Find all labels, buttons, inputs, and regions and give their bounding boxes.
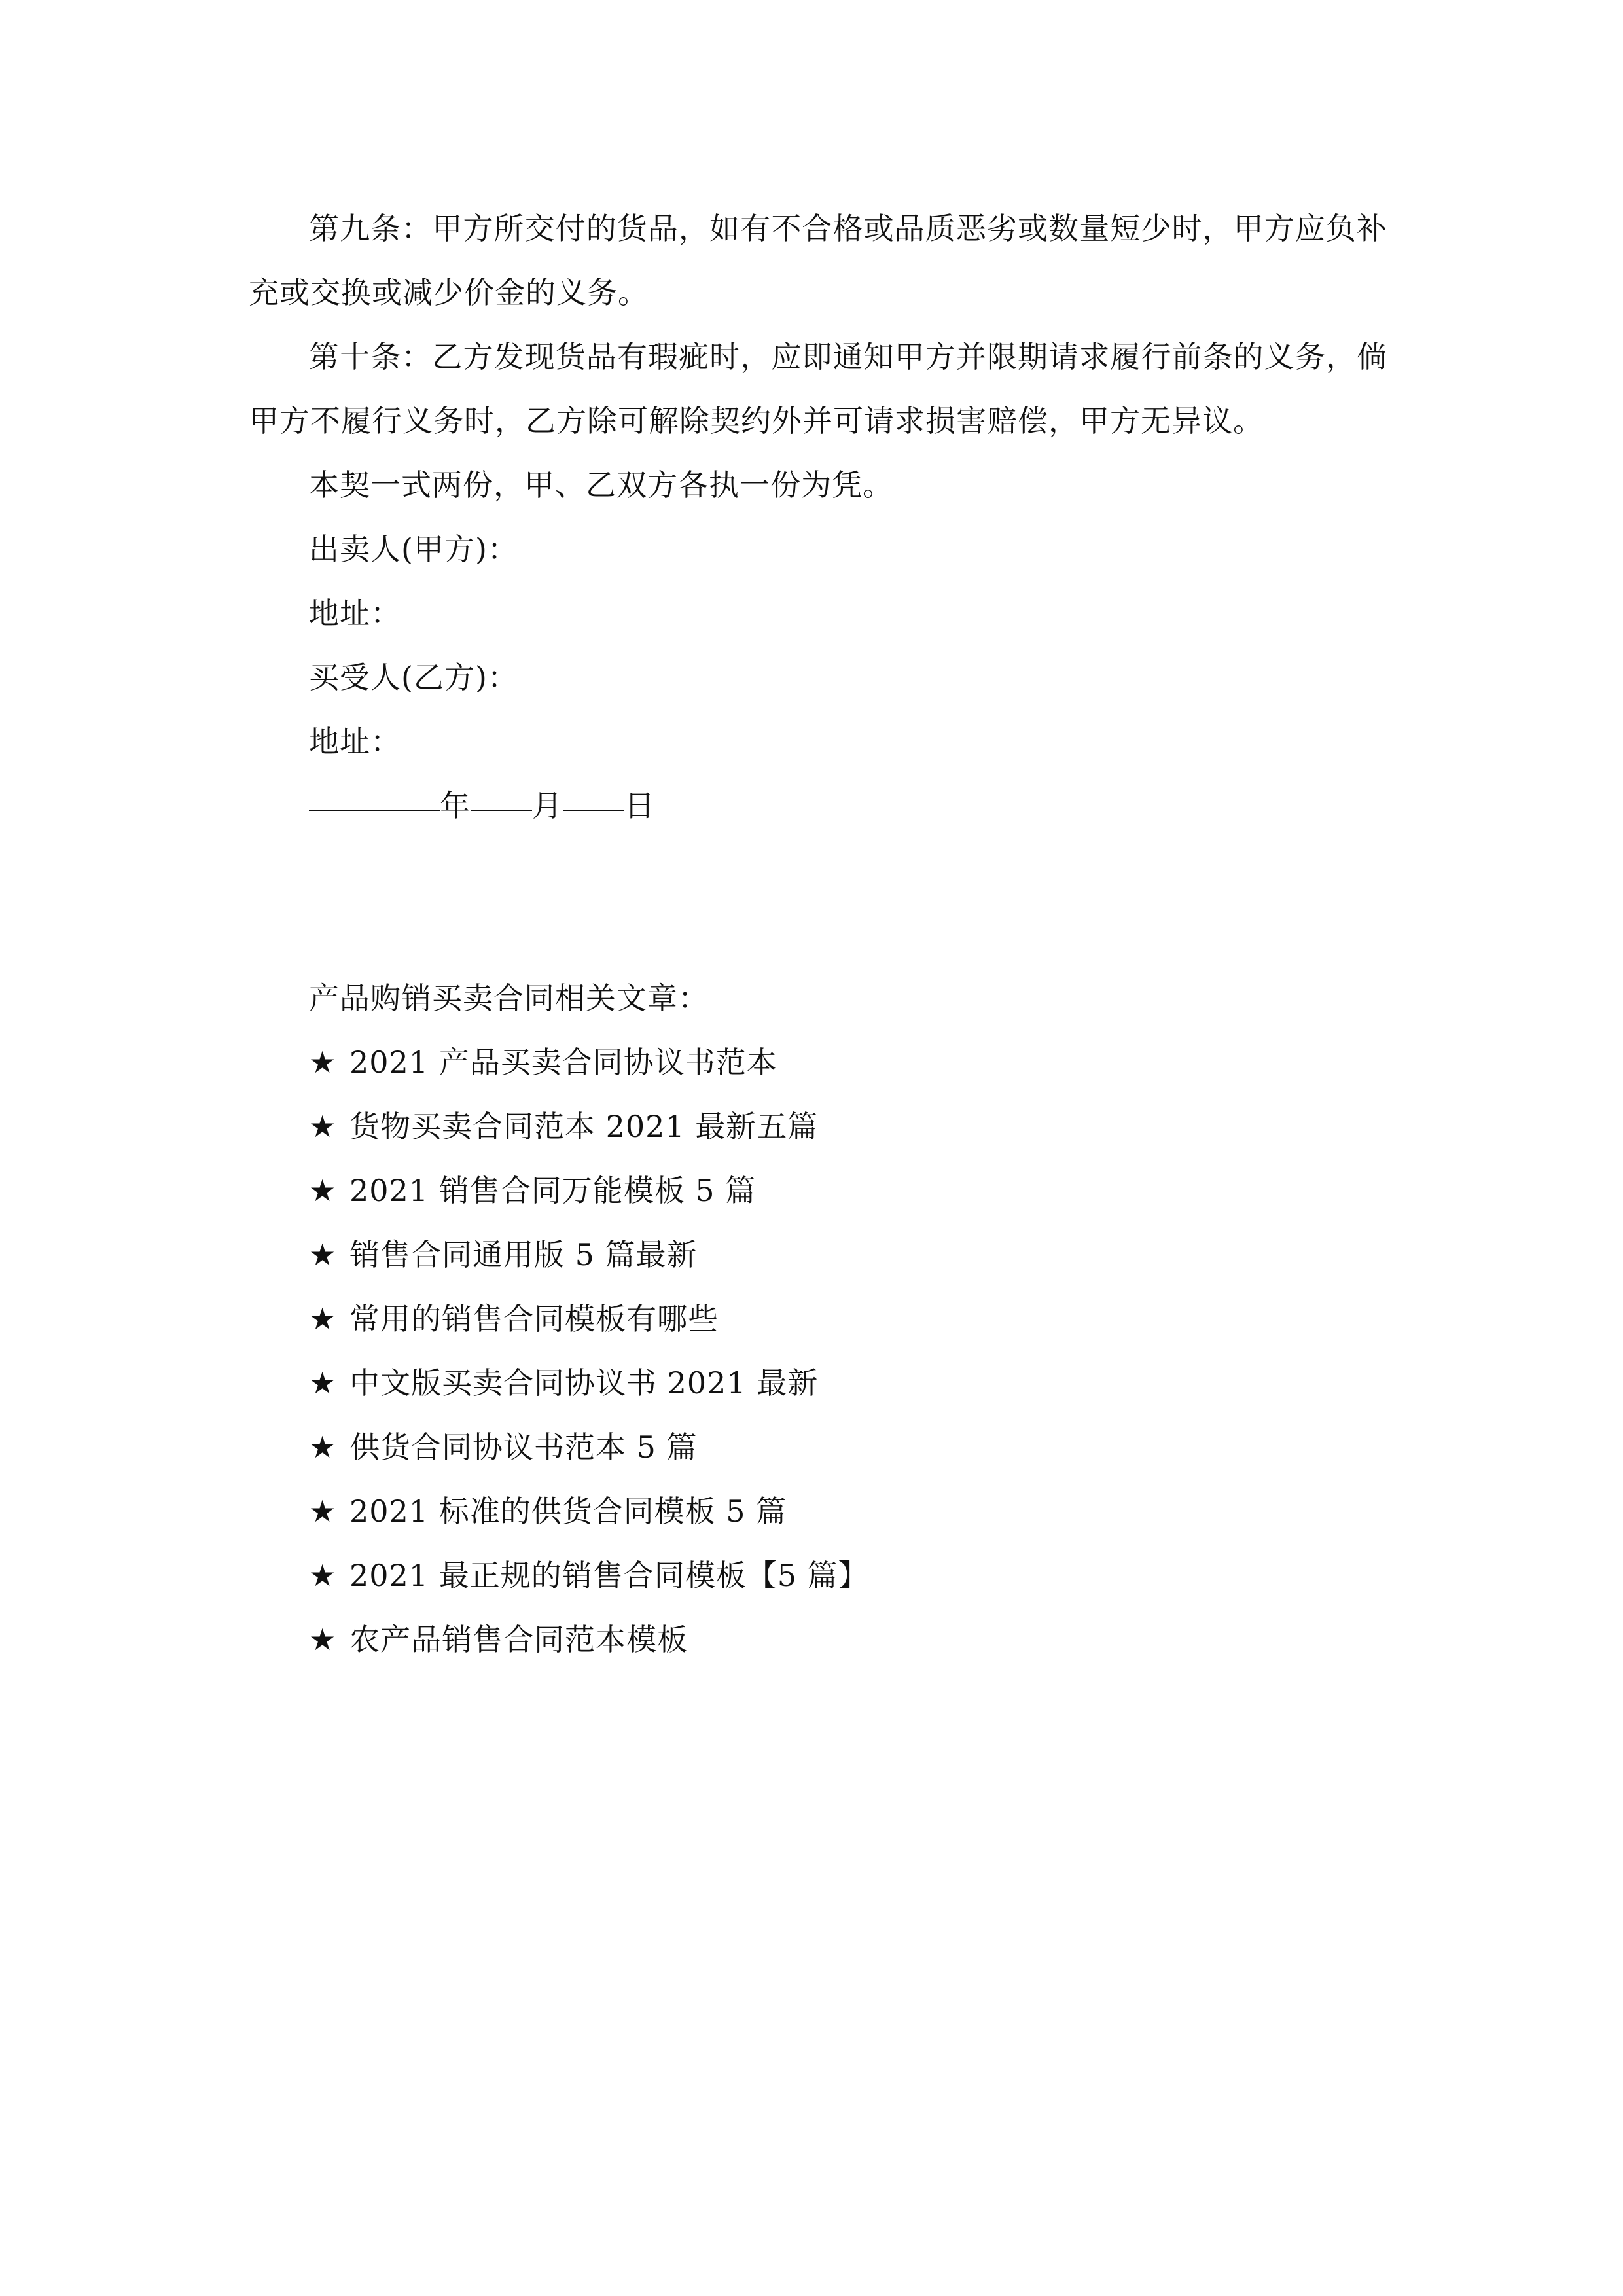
related-article-link[interactable] bbox=[309, 1223, 1387, 1287]
related-article-title: 农产品销售合同范本模板 bbox=[349, 1622, 688, 1657]
related-article-link[interactable] bbox=[309, 1158, 1387, 1223]
star-icon: ★ bbox=[309, 1301, 337, 1336]
month-label: 月 bbox=[532, 788, 563, 823]
related-article-title: 2021 产品买卖合同协议书范本 bbox=[349, 1045, 777, 1080]
related-article-title: 2021 销售合同万能模板 5 篇 bbox=[349, 1173, 757, 1208]
month-blank bbox=[471, 776, 532, 811]
related-article-link[interactable] bbox=[309, 1094, 1387, 1158]
day-label: 日 bbox=[624, 788, 655, 823]
star-icon: ★ bbox=[309, 1558, 337, 1593]
section-spacer bbox=[249, 838, 1387, 966]
copies-statement: 本契一式两份，甲、乙双方各执一份为凭。 bbox=[309, 467, 893, 503]
related-article-title: 供货合同协议书范本 5 篇 bbox=[349, 1429, 698, 1465]
related-article-link[interactable] bbox=[309, 1030, 1387, 1094]
star-icon: ★ bbox=[309, 1494, 337, 1529]
clause-10: 第十条：乙方发现货品有瑕疵时，应即通知甲方并限期请求履行前条的义务，倘甲方不履行义务时，乙方除可解除契约外并可请求损害赔偿，甲方无异议。 bbox=[249, 339, 1387, 439]
year-blank bbox=[309, 776, 440, 811]
related-article-link[interactable] bbox=[309, 1543, 1387, 1607]
star-icon: ★ bbox=[309, 1109, 337, 1144]
buyer-label: 买受人(乙方)： bbox=[309, 660, 518, 695]
related-article-link[interactable] bbox=[309, 1351, 1387, 1415]
related-article-title: 常用的销售合同模板有哪些 bbox=[349, 1301, 719, 1336]
related-article-title: 中文版买卖合同协议书 2021 最新 bbox=[349, 1365, 819, 1401]
related-articles-list bbox=[249, 1030, 1387, 1672]
related-article-title: 2021 最正规的销售合同模板【5 篇】 bbox=[349, 1558, 869, 1593]
related-article-title: 销售合同通用版 5 篇最新 bbox=[349, 1237, 698, 1272]
related-article-link[interactable] bbox=[309, 1479, 1387, 1543]
clause-9: 第九条：甲方所交付的货品，如有不合格或品质恶劣或数量短少时，甲方应负补充或交换或减少价金的义务。 bbox=[249, 211, 1387, 310]
related-article-link[interactable] bbox=[309, 1607, 1387, 1672]
date-line bbox=[249, 774, 1387, 838]
buyer-address-label: 地址： bbox=[309, 724, 401, 759]
star-icon: ★ bbox=[309, 1622, 337, 1657]
star-icon: ★ bbox=[309, 1173, 337, 1208]
day-blank bbox=[563, 776, 624, 811]
related-article-link[interactable] bbox=[309, 1287, 1387, 1351]
seller-address-label: 地址： bbox=[309, 596, 401, 631]
related-article-title: 2021 标准的供货合同模板 5 篇 bbox=[349, 1494, 787, 1529]
year-label: 年 bbox=[440, 788, 471, 823]
star-icon: ★ bbox=[309, 1365, 337, 1401]
star-icon: ★ bbox=[309, 1429, 337, 1465]
related-article-link[interactable] bbox=[309, 1415, 1387, 1479]
seller-label: 出卖人(甲方)： bbox=[309, 531, 518, 567]
related-heading: 产品购销买卖合同相关文章： bbox=[309, 980, 709, 1016]
star-icon: ★ bbox=[309, 1237, 337, 1272]
related-article-title: 货物买卖合同范本 2021 最新五篇 bbox=[349, 1109, 819, 1144]
star-icon: ★ bbox=[309, 1045, 337, 1080]
document-page bbox=[249, 196, 1387, 1672]
